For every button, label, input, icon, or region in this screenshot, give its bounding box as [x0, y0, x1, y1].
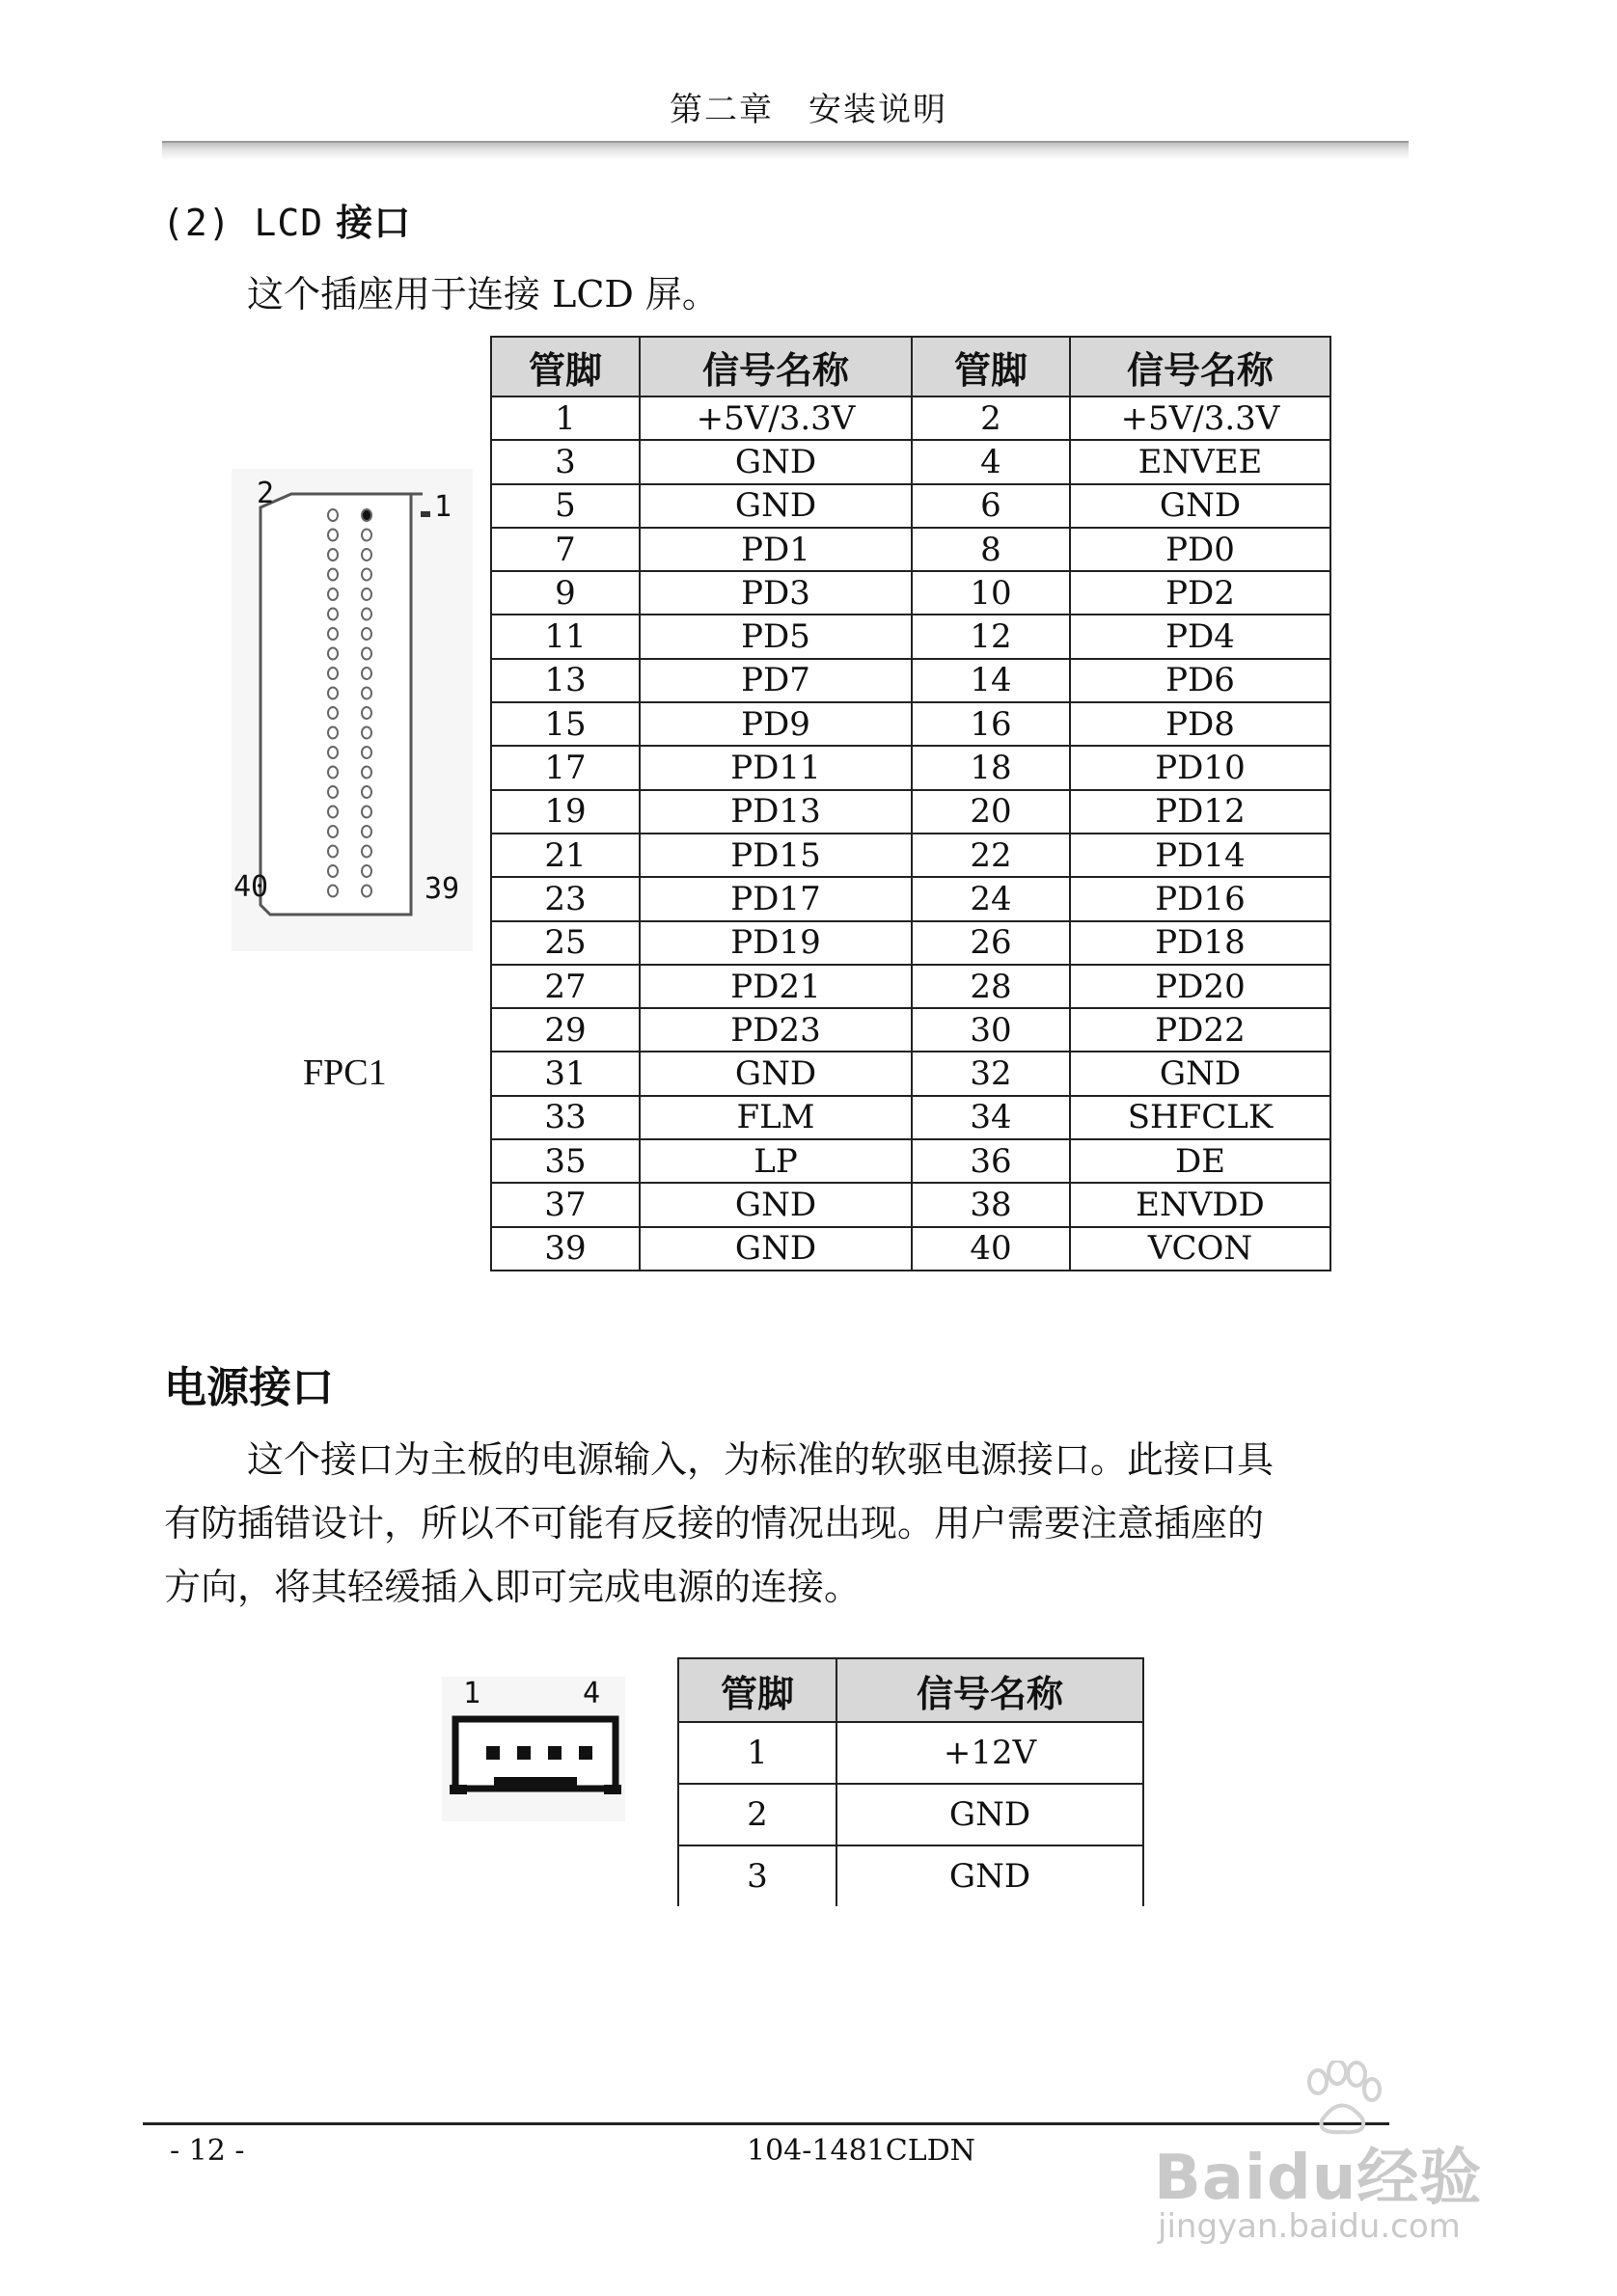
cell-signal-even: PD4 — [1070, 615, 1330, 658]
cell-pin-odd: 19 — [491, 790, 640, 834]
header-divider — [162, 141, 1409, 160]
fpc-pin-hole — [362, 549, 371, 560]
fpc-pin-label-40: 40 — [233, 870, 269, 904]
fpc-pin-hole — [328, 688, 338, 699]
cell-pin-odd: 1 — [491, 396, 640, 440]
cell-pin-even: 34 — [912, 1096, 1070, 1139]
cell-pin-odd: 33 — [491, 1096, 640, 1139]
power-pin-label-4: 4 — [583, 1677, 601, 1710]
fpc-pin-hole — [362, 886, 371, 897]
cell-signal-odd: GND — [640, 440, 912, 483]
power-connector-diagram — [442, 1677, 625, 1821]
power-paragraph-line-3: 方向，将其轻缓插入即可完成电源的连接。 — [164, 1566, 862, 1608]
fpc-pin-hole — [362, 628, 371, 640]
fpc-pin-hole — [328, 509, 338, 521]
cell-signal-even: PD6 — [1070, 659, 1330, 702]
cell-pin-even: 24 — [912, 877, 1070, 920]
cell-signal-even: SHFCLK — [1070, 1096, 1330, 1139]
paw-icon — [1299, 2061, 1385, 2138]
power-paragraph-line-2: 有防插错设计，所以不可能有反接的情况出现。用户需要注意插座的 — [164, 1502, 1265, 1544]
fpc-pin-hole — [328, 648, 338, 660]
table-row — [491, 440, 1330, 483]
header-pin: 管脚 — [678, 1658, 836, 1722]
cell-pin-odd: 11 — [491, 615, 640, 658]
fpc-pin-hole — [328, 530, 338, 541]
cell-pin-even: 18 — [912, 746, 1070, 789]
cell-pin-odd: 9 — [491, 571, 640, 615]
watermark-brand: Baidu经验 — [1154, 2143, 1483, 2214]
cell-signal-even: PD8 — [1070, 702, 1330, 746]
fpc-pin-hole — [362, 806, 371, 818]
header-signal-1: 信号名称 — [640, 337, 912, 396]
fpc-pin-hole — [362, 569, 371, 581]
cell-pin: 3 — [678, 1845, 836, 1906]
table-row — [491, 1008, 1330, 1052]
cell-pin-even: 30 — [912, 1008, 1070, 1052]
cell-signal-odd: PD9 — [640, 702, 912, 746]
fpc-pin-hole — [328, 668, 338, 679]
fpc-pin-hole — [362, 688, 371, 699]
fpc-pin-hole — [328, 767, 338, 779]
table-row — [491, 615, 1330, 658]
header-signal: 信号名称 — [836, 1658, 1143, 1722]
fpc-pin-hole — [362, 707, 371, 719]
fpc-pin-hole — [328, 609, 338, 620]
cell-signal-odd: GND — [640, 484, 912, 528]
cell-pin-even: 26 — [912, 921, 1070, 965]
table-row — [491, 1227, 1330, 1271]
fpc-pin-hole — [362, 786, 371, 798]
cell-pin-even: 28 — [912, 965, 1070, 1008]
cell-pin-odd: 7 — [491, 528, 640, 571]
fpc-pin-hole — [362, 747, 371, 758]
cell-pin-odd: 27 — [491, 965, 640, 1008]
cell-signal-odd: PD1 — [640, 528, 912, 571]
table-row — [491, 396, 1330, 440]
cell-pin-even: 4 — [912, 440, 1070, 483]
fpc-pin-label-2: 2 — [257, 477, 275, 510]
lcd-intro-text: 这个插座用于连接 LCD 屏。 — [247, 273, 719, 315]
table-row — [491, 921, 1330, 965]
cell-pin-odd: 13 — [491, 659, 640, 702]
header-pin-1: 管脚 — [491, 337, 640, 396]
table-row — [678, 1722, 1143, 1784]
cell-signal-odd: PD13 — [640, 790, 912, 834]
cell-signal-even: ENVEE — [1070, 440, 1330, 483]
fpc-pin-hole — [328, 707, 338, 719]
table-header-row — [678, 1658, 1143, 1722]
cell-signal: GND — [836, 1784, 1143, 1845]
cell-signal-odd: PD15 — [640, 834, 912, 877]
table-row — [491, 484, 1330, 528]
fpc-pin-hole — [362, 826, 371, 837]
table-row — [678, 1845, 1143, 1906]
cell-signal-even: PD22 — [1070, 1008, 1330, 1052]
fpc-pin-hole — [328, 806, 338, 818]
header-pin-2: 管脚 — [912, 337, 1070, 396]
cell-pin-even: 20 — [912, 790, 1070, 834]
fpc-pin-hole — [362, 668, 371, 679]
cell-signal-even: PD14 — [1070, 834, 1330, 877]
cell-signal-odd: PD23 — [640, 1008, 912, 1052]
table-row — [491, 1183, 1330, 1226]
cell-pin-even: 32 — [912, 1052, 1070, 1095]
cell-signal-odd: PD21 — [640, 965, 912, 1008]
fpc-pin-hole — [328, 826, 338, 837]
fpc-pin-hole — [362, 846, 371, 858]
fpc-pin-label-39: 39 — [425, 872, 460, 906]
cell-pin-even: 36 — [912, 1139, 1070, 1183]
cell-signal-even: PD18 — [1070, 921, 1330, 965]
cell-signal-odd: +5V/3.3V — [640, 396, 912, 440]
cell-signal-even: PD2 — [1070, 571, 1330, 615]
fpc-pin-hole — [328, 886, 338, 897]
fpc-pin-hole — [362, 648, 371, 660]
cell-pin-odd: 21 — [491, 834, 640, 877]
cell-pin-odd: 3 — [491, 440, 640, 483]
cell-pin-odd: 15 — [491, 702, 640, 746]
fpc-pin-hole — [362, 727, 371, 739]
fpc-pin-hole — [362, 530, 371, 541]
cell-pin-even: 8 — [912, 528, 1070, 571]
cell-signal-odd: LP — [640, 1139, 912, 1183]
cell-pin-odd: 35 — [491, 1139, 640, 1183]
fpc-pin-hole — [328, 549, 338, 560]
cell-pin-even: 40 — [912, 1227, 1070, 1271]
cell-signal-even: PD20 — [1070, 965, 1330, 1008]
cell-signal-even: ENVDD — [1070, 1183, 1330, 1226]
table-row — [491, 702, 1330, 746]
cell-pin-odd: 37 — [491, 1183, 640, 1226]
table-row — [491, 746, 1330, 789]
cell-signal-odd: PD11 — [640, 746, 912, 789]
cell-signal-even: GND — [1070, 484, 1330, 528]
fpc-pin-hole — [362, 767, 371, 779]
table-row — [491, 877, 1330, 920]
cell-signal-odd: PD7 — [640, 659, 912, 702]
table-row — [491, 1096, 1330, 1139]
cell-signal: GND — [836, 1845, 1143, 1906]
cell-pin-even: 10 — [912, 571, 1070, 615]
page-header-title: 第二章 安装说明 — [670, 91, 947, 129]
fpc-pin-label-1: 1 — [434, 490, 452, 524]
cell-signal-odd: PD19 — [640, 921, 912, 965]
cell-signal-even: PD12 — [1070, 790, 1330, 834]
power-paragraph-line-1: 这个接口为主板的电源输入，为标准的软驱电源接口。此接口具 — [247, 1438, 1274, 1481]
cell-pin-even: 22 — [912, 834, 1070, 877]
fpc-connector-diagram — [232, 469, 473, 951]
table-row — [491, 790, 1330, 834]
table-row — [491, 834, 1330, 877]
cell-pin: 2 — [678, 1784, 836, 1845]
cell-pin-even: 12 — [912, 615, 1070, 658]
lcd-pin-table — [490, 336, 1331, 1271]
cell-pin-odd: 5 — [491, 484, 640, 528]
cell-pin: 1 — [678, 1722, 836, 1784]
fpc-pin-hole — [328, 628, 338, 640]
table-row — [491, 1052, 1330, 1095]
page-number: - 12 - — [170, 2134, 245, 2168]
cell-pin-even: 14 — [912, 659, 1070, 702]
table-row — [491, 571, 1330, 615]
fpc-pin-hole — [328, 747, 338, 758]
cell-pin-odd: 29 — [491, 1008, 640, 1052]
table-row — [491, 528, 1330, 571]
cell-signal-even: PD16 — [1070, 877, 1330, 920]
cell-pin-even: 16 — [912, 702, 1070, 746]
cell-pin-odd: 25 — [491, 921, 640, 965]
cell-pin-even: 38 — [912, 1183, 1070, 1226]
cell-signal-odd: GND — [640, 1227, 912, 1271]
lcd-title-suffix: 接口 — [336, 202, 412, 244]
cell-pin-odd: 17 — [491, 746, 640, 789]
table-row — [678, 1784, 1143, 1845]
lcd-section-title — [162, 193, 411, 246]
watermark-url: jingyan.baidu.com — [1158, 2207, 1461, 2246]
cell-signal-odd: PD5 — [640, 615, 912, 658]
cell-signal-even: GND — [1070, 1052, 1330, 1095]
cell-pin-odd: 23 — [491, 877, 640, 920]
cell-signal-odd: PD3 — [640, 571, 912, 615]
lcd-title-prefix: (2) LCD — [162, 202, 324, 244]
cell-pin-even: 6 — [912, 484, 1070, 528]
power-pin-table — [677, 1657, 1144, 1906]
cell-pin-odd: 31 — [491, 1052, 640, 1095]
cell-signal-even: DE — [1070, 1139, 1330, 1183]
table-header-row — [491, 337, 1330, 396]
cell-pin-even: 2 — [912, 396, 1070, 440]
fpc-pin-hole — [328, 786, 338, 798]
fpc-pin-hole — [328, 727, 338, 739]
power-section-title: 电源接口 — [164, 1363, 334, 1412]
fpc-pin-hole — [328, 569, 338, 581]
table-row — [491, 1139, 1330, 1183]
fpc-pin-hole — [362, 609, 371, 620]
header-signal-2: 信号名称 — [1070, 337, 1330, 396]
cell-pin-odd: 39 — [491, 1227, 640, 1271]
cell-signal-odd: GND — [640, 1052, 912, 1095]
cell-signal-even: PD0 — [1070, 528, 1330, 571]
cell-signal-odd: PD17 — [640, 877, 912, 920]
fpc-pin-hole — [328, 865, 338, 877]
baidu-watermark — [1154, 2061, 1540, 2263]
table-row — [491, 659, 1330, 702]
cell-signal-odd: FLM — [640, 1096, 912, 1139]
fpc-pin-hole — [362, 865, 371, 877]
cell-signal-even: VCON — [1070, 1227, 1330, 1271]
fpc-pin-hole — [328, 588, 338, 600]
power-pin-label-1: 1 — [463, 1677, 481, 1710]
fpc-pin-hole — [362, 588, 371, 600]
document-code: 104-1481CLDN — [747, 2134, 975, 2168]
table-row — [491, 965, 1330, 1008]
cell-signal-even: +5V/3.3V — [1070, 396, 1330, 440]
cell-signal: +12V — [836, 1722, 1143, 1784]
fpc-pin-hole — [328, 846, 338, 858]
cell-signal-even: PD10 — [1070, 746, 1330, 789]
cell-signal-odd: GND — [640, 1183, 912, 1226]
fpc-connector-label: FPC1 — [303, 1052, 387, 1093]
fpc-pin-hole — [362, 509, 371, 521]
